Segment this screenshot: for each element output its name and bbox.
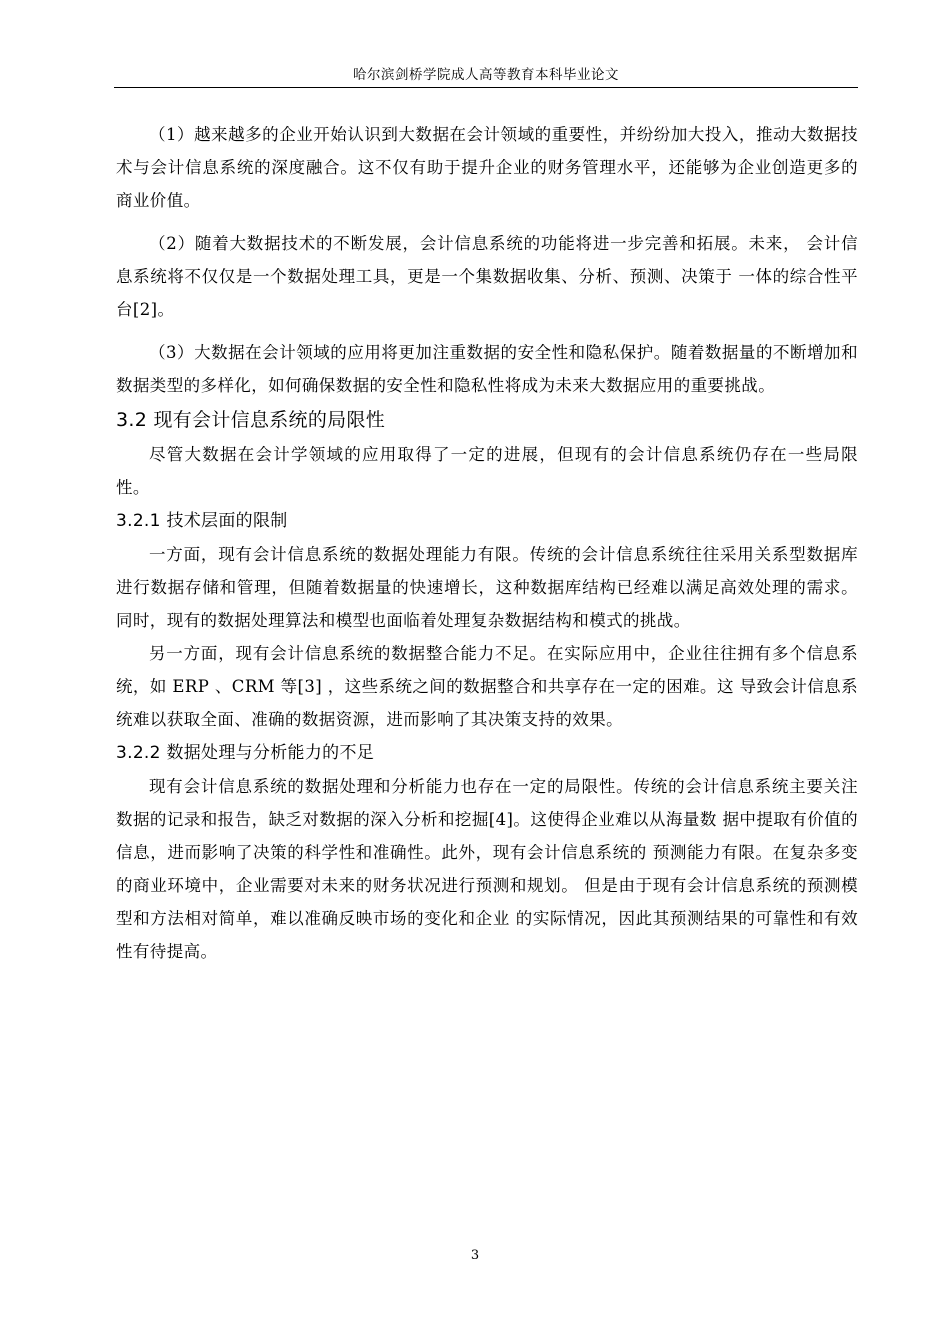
paragraph-intro-1: （1）越来越多的企业开始认识到大数据在会计领域的重要性，并纷纷加大投入，推动大数据技术与会计信息系统的深度融合。这不仅有助于提升企业的财务管理水平，还能够为企业创造更多的商业价值。: [116, 125, 858, 210]
section-heading-3-2-1: 3.2.1 技术层面的限制: [116, 511, 288, 531]
paragraph-3-2-1-b: 另一方面，现有会计信息系统的数据整合能力不足。在实际应用中，企业往往拥有多个信息系统，如 ERP 、CRM 等[3] ，这些系统之间的数据整合和共享存在一定的困难。这 导致会计信息系统难以获取全面、准确的数据资源，进而影响了其决策支持的效果。: [116, 644, 858, 729]
paragraph-3-2-1-a: 一方面，现有会计信息系统的数据处理能力有限。传统的会计信息系统往往采用关系型数据库进行数据存储和管理，但随着数据量的快速增长，这种数据库结构已经难以满足高效处理的需求。同时，现有的数据处理算法和模型也面临着处理复杂数据结构和模式的挑战。: [116, 545, 858, 630]
paragraph-3-2-2: 现有会计信息系统的数据处理和分析能力也存在一定的局限性。传统的会计信息系统主要关注数据的记录和报告，缺乏对数据的深入分析和挖掘[4]。这使得企业难以从海量数 据中提取有价值的信息，进而影响了决策的科学性和准确性。此外，现有会计信息系统的 预测能力有限。在复杂多变的商业环境中，企业需要对未来的财务状况进行预测和规划。 但是由于现有会计信息系统的预测模型和方法相对简单，难以准确反映市场的变化和企业 的实际情况，因此其预测结果的可靠性和有效性有待提高。: [116, 777, 858, 961]
paragraph-3-2: 尽管大数据在会计学领域的应用取得了一定的进展，但现有的会计信息系统仍存在一些局限性。: [116, 445, 858, 497]
page-number: 3: [470, 1248, 480, 1263]
section-heading-3-2-2: 3.2.2 数据处理与分析能力的不足: [116, 743, 375, 763]
header-divider: [114, 87, 858, 88]
page-header: 哈尔滨剑桥学院成人高等教育本科毕业论文: [353, 67, 619, 83]
page-body: [116, 118, 858, 968]
paragraph-intro-2: （2）随着大数据技术的不断发展，会计信息系统的功能将进一步完善和拓展。未来， 会计信息系统将不仅仅是一个数据处理工具，更是一个集数据收集、分析、预测、决策于 一体的综合性平台[2]。: [116, 234, 858, 319]
section-heading-3-2: 3.2 现有会计信息系统的局限性: [116, 409, 386, 431]
paragraph-intro-3: （3）大数据在会计领域的应用将更加注重数据的安全性和隐私保护。随着数据量的不断增加和数据类型的多样化，如何确保数据的安全性和隐私性将成为未来大数据应用的重要挑战。: [116, 343, 858, 395]
